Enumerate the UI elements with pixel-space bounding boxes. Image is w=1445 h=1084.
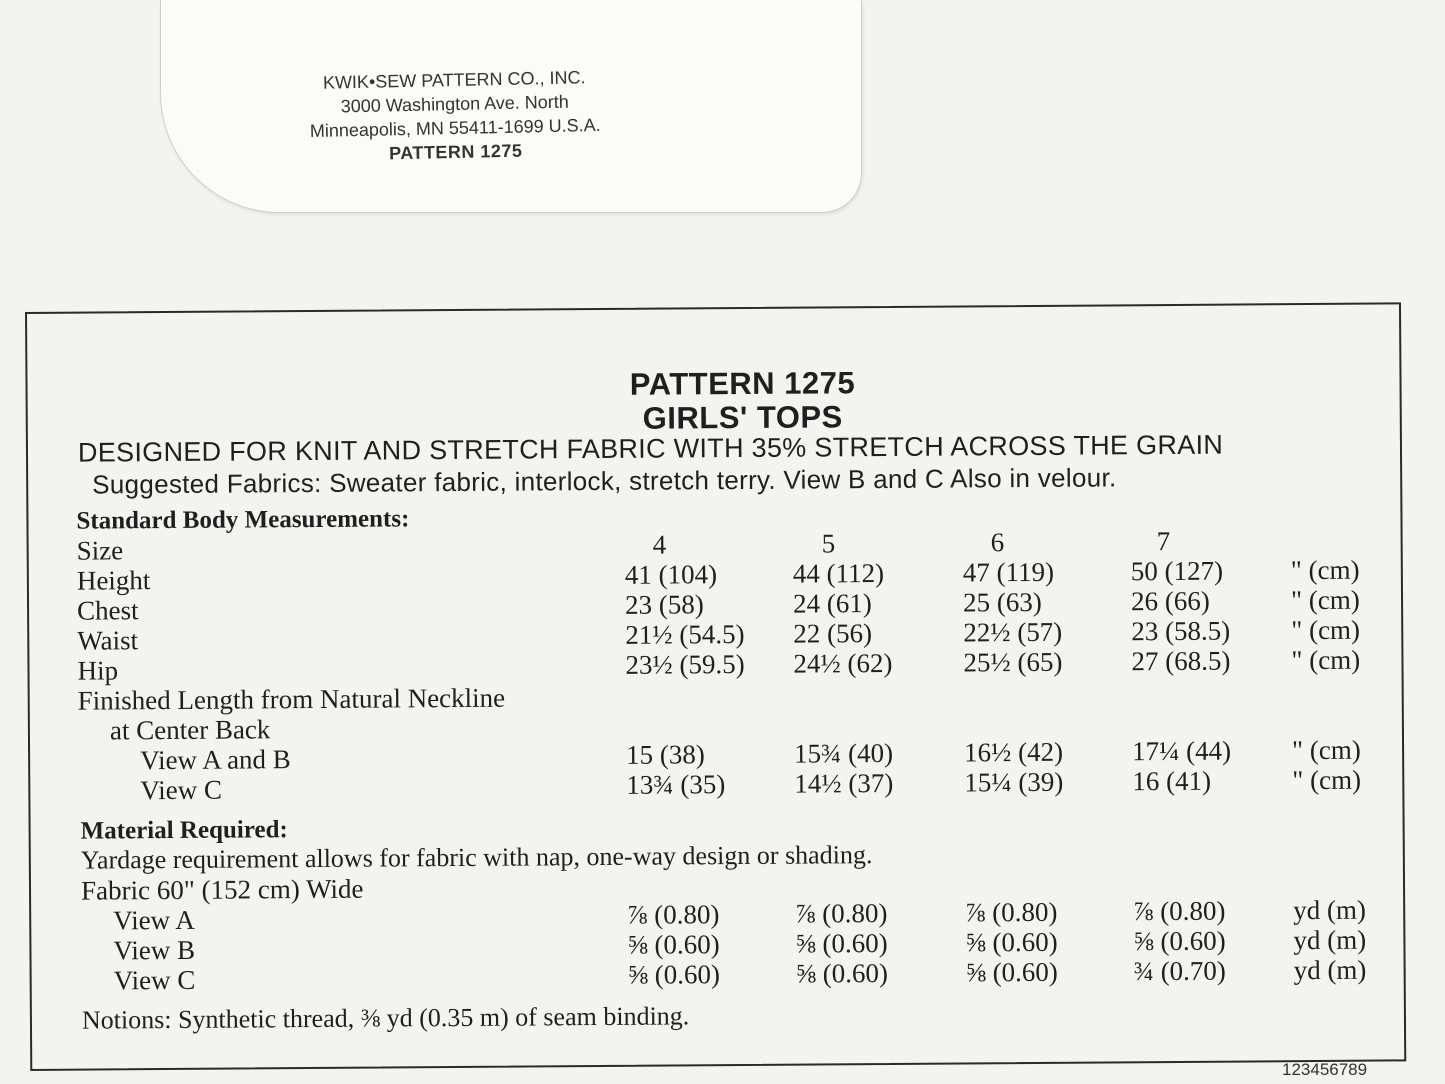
view-c-material-unit: yd (m) bbox=[1293, 954, 1367, 986]
view-a-material-size-7: ⅞ (0.80) bbox=[1133, 895, 1226, 927]
view-ab-length-size-7: 17¼ (44) bbox=[1131, 735, 1232, 767]
material-heading: Material Required: bbox=[80, 816, 288, 845]
view-c-length-size-4: 13¾ (35) bbox=[626, 769, 726, 800]
chest-size-6: 25 (63) bbox=[962, 586, 1042, 618]
waist-label: Waist bbox=[77, 625, 139, 656]
waist-size-7: 23 (58.5) bbox=[1131, 615, 1231, 647]
view-c-length-unit: " (cm) bbox=[1292, 764, 1362, 796]
view-c-length-label: View C bbox=[140, 774, 223, 806]
view-b-material-size-7: ⅝ (0.60) bbox=[1133, 925, 1226, 957]
view-a-material-label: View A bbox=[113, 904, 195, 936]
hip-size-7: 27 (68.5) bbox=[1131, 645, 1231, 677]
view-ab-length-label: View A and B bbox=[140, 744, 291, 776]
view-a-material-size-5: ⅞ (0.80) bbox=[795, 897, 888, 929]
height-size-4: 41 (104) bbox=[624, 559, 718, 590]
size-4: 4 bbox=[652, 529, 667, 560]
height-unit: " (cm) bbox=[1290, 554, 1360, 586]
fabric-width-label: Fabric 60" (152 cm) Wide bbox=[80, 873, 364, 906]
finished-length-label-2: at Center Back bbox=[109, 714, 271, 746]
size-6: 6 bbox=[990, 527, 1005, 558]
view-c-material-label: View C bbox=[113, 964, 196, 996]
chest-unit: " (cm) bbox=[1290, 584, 1360, 616]
company-name: KWIK•SEW PATTERN CO., INC. bbox=[322, 67, 586, 93]
size-label: Size bbox=[76, 535, 124, 566]
height-label: Height bbox=[76, 565, 151, 596]
view-ab-length-size-5: 15¾ (40) bbox=[793, 737, 894, 769]
view-b-material-size-4: ⅝ (0.60) bbox=[627, 929, 720, 960]
hip-label: Hip bbox=[77, 655, 119, 686]
chest-size-4: 23 (58) bbox=[624, 589, 704, 620]
view-c-length-size-6: 15¼ (39) bbox=[964, 766, 1064, 798]
waist-size-5: 22 (56) bbox=[793, 618, 873, 649]
chart-title-block bbox=[27, 362, 1445, 440]
designed-for-note: DESIGNED FOR KNIT AND STRETCH FABRIC WITH 35% STRETCH ACROSS THE GRAIN bbox=[77, 429, 1224, 468]
height-size-6: 47 (119) bbox=[962, 556, 1055, 588]
chest-size-7: 26 (66) bbox=[1130, 585, 1210, 617]
view-b-material-size-6: ⅝ (0.60) bbox=[965, 926, 1058, 958]
height-size-7: 50 (127) bbox=[1130, 555, 1224, 587]
city-address: Minneapolis, MN 55411-1699 U.S.A. bbox=[309, 114, 601, 142]
view-c-material-size-4: ⅝ (0.60) bbox=[627, 959, 720, 990]
view-a-material-size-4: ⅞ (0.80) bbox=[627, 899, 720, 930]
chart-title: PATTERN 1275 bbox=[629, 365, 856, 402]
hip-size-4: 23½ (59.5) bbox=[625, 648, 745, 680]
yardage-note: Yardage requirement allows for fabric with nap, one-way design or shading. bbox=[80, 840, 873, 875]
height-size-5: 44 (112) bbox=[792, 558, 885, 589]
view-c-length-size-5: 14½ (37) bbox=[794, 767, 894, 799]
hip-unit: " (cm) bbox=[1291, 644, 1361, 676]
view-c-material-size-5: ⅝ (0.60) bbox=[795, 957, 888, 989]
view-b-material-label: View B bbox=[113, 934, 196, 966]
hip-size-6: 25½ (65) bbox=[963, 646, 1063, 678]
size-5: 5 bbox=[821, 528, 836, 559]
waist-unit: " (cm) bbox=[1291, 614, 1361, 646]
body-measurements-heading: Standard Body Measurements: bbox=[76, 505, 410, 535]
finished-length-label: Finished Length from Natural Neckline bbox=[77, 682, 506, 716]
suggested-fabrics: Suggested Fabrics: Sweater fabric, interlock, stretch terry. View B and C Also in velour. bbox=[92, 462, 1117, 500]
view-c-length-size-7: 16 (41) bbox=[1132, 765, 1212, 797]
waist-size-4: 21½ (54.5) bbox=[625, 618, 745, 650]
view-ab-length-size-6: 16½ (42) bbox=[963, 736, 1064, 768]
hip-size-5: 24½ (62) bbox=[793, 647, 893, 679]
size-7: 7 bbox=[1156, 526, 1171, 557]
view-ab-length-unit: " (cm) bbox=[1291, 734, 1361, 766]
envelope-pattern-number: PATTERN 1275 bbox=[388, 140, 523, 164]
street-address: 3000 Washington Ave. North bbox=[340, 91, 570, 117]
waist-size-6: 22½ (57) bbox=[963, 616, 1063, 648]
notions-note: Notions: Synthetic thread, ⅜ yd (0.35 m) of seam binding. bbox=[81, 1001, 690, 1035]
view-b-material-unit: yd (m) bbox=[1293, 924, 1367, 956]
return-address bbox=[269, 64, 641, 168]
view-a-material-size-6: ⅞ (0.80) bbox=[965, 896, 1058, 928]
view-a-material-unit: yd (m) bbox=[1293, 894, 1367, 926]
serial-number: 123456789 bbox=[1282, 1060, 1368, 1079]
chart-subtitle: GIRLS' TOPS bbox=[642, 399, 843, 436]
view-c-material-size-6: ⅝ (0.60) bbox=[965, 956, 1058, 988]
view-b-material-size-5: ⅝ (0.60) bbox=[795, 927, 888, 959]
measurement-chart bbox=[25, 302, 1406, 1071]
view-ab-length-size-4: 15 (38) bbox=[626, 739, 705, 770]
view-c-material-size-7: ¾ (0.70) bbox=[1133, 955, 1226, 987]
chest-size-5: 24 (61) bbox=[792, 588, 872, 619]
chest-label: Chest bbox=[76, 595, 139, 626]
